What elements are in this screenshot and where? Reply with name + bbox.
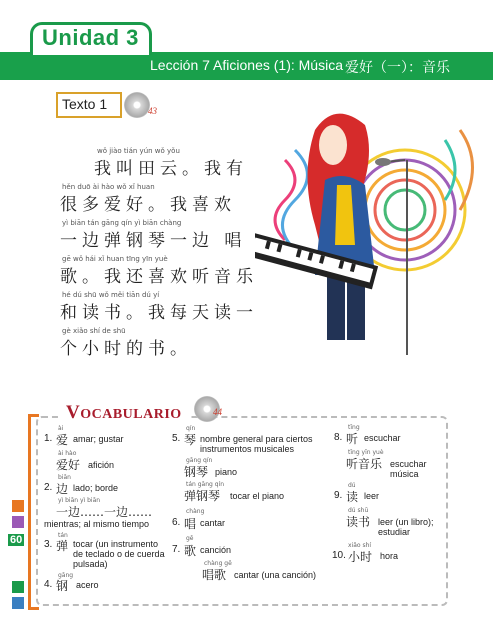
vocab-meaning: tocar (un instrumento de teclado o de cuerda pulsada) (73, 539, 165, 569)
vocab-word: 边 (56, 482, 69, 496)
vocab-word: 听音乐 (346, 457, 383, 471)
vocab-number: 10. (332, 550, 346, 561)
vocab-meaning: lado; borde (73, 483, 119, 493)
vocab-meaning: nombre general para ciertos instrumentos musicales (200, 434, 313, 454)
vocab-meaning: cantar (una canción) (234, 570, 317, 580)
vocab-pinyin: xiǎo shí (348, 542, 372, 549)
vocab-pinyin: tán gāng qín (186, 481, 225, 488)
illustration-girl-keyboard (255, 90, 485, 365)
vocab-number: 8. (334, 432, 343, 443)
vocab-meaning: canción (200, 545, 232, 555)
passage-line: 很多爱好。我喜欢 (60, 195, 236, 215)
vocabulary-bracket (28, 414, 39, 610)
vocab-word: 爱 (56, 433, 69, 447)
passage-line: 和读书。我每天读一 (60, 303, 258, 323)
vocab-pinyin: gāng (58, 572, 74, 579)
vocab-number: 7. (172, 544, 181, 555)
vocab-word: 唱 (184, 517, 197, 531)
side-color-tab (12, 500, 24, 512)
vocab-pinyin: gē (186, 535, 194, 542)
passage-pinyin: gē wǒ hái xǐ huan tīng yīn yuè (62, 255, 168, 263)
passage-pinyin: gè xiǎo shí de shū (62, 327, 126, 335)
vocab-meaning: escuchar música (390, 459, 427, 479)
vocab-word: 弹钢琴 (184, 489, 221, 503)
lesson-title: Lección 7 Aficiones (1): Música (150, 57, 343, 73)
passage-pinyin: wǒ jiào tián yún wǒ yǒu (97, 147, 180, 155)
vocab-meaning: cantar (200, 518, 226, 528)
vocab-pinyin: ài hào (58, 450, 77, 457)
vocab-word: 歌 (184, 544, 197, 558)
side-color-tab (12, 516, 24, 528)
passage-line: 歌。我还喜欢听音乐 (60, 267, 258, 287)
audio-cd-icon[interactable] (124, 92, 150, 118)
vocab-number: 3. (44, 539, 53, 550)
vocab-pinyin: ài (58, 425, 64, 432)
vocab-word: 钢琴 (184, 465, 209, 479)
vocab-word: 爱好 (56, 458, 81, 472)
vocab-pinyin: tīng (348, 424, 360, 431)
vocab-word: 弹 (56, 539, 69, 553)
vocab-word: 读书 (346, 515, 371, 529)
page-number: 60 (10, 534, 23, 546)
passage-line: 一边弹钢琴一边 唱 (60, 231, 247, 251)
vocab-pinyin: gāng qín (186, 457, 213, 464)
vocab-number: 9. (334, 490, 343, 501)
vocab-number: 2. (44, 482, 53, 493)
passage-line: 我叫田云。我有 (94, 159, 248, 179)
vocab-pinyin: biān (58, 474, 71, 481)
vocab-number: 5. (172, 433, 181, 444)
vocab-meaning: leer (un libro); estudiar (378, 517, 434, 537)
vocab-word: 琴 (184, 433, 197, 447)
vocab-meaning: afición (88, 460, 115, 470)
vocab-meaning: amar; gustar (73, 434, 124, 444)
vocab-meaning: acero (76, 580, 99, 590)
vocab-meaning: hora (380, 551, 399, 561)
passage-line: 个小时的书。 (60, 339, 192, 359)
vocab-number: 1. (44, 433, 53, 444)
vocab-word: 一边……一边…… (56, 505, 153, 519)
text-label: Texto 1 (62, 96, 108, 112)
vocab-pinyin: yì biān yì biān (58, 497, 101, 504)
vocab-number: 6. (172, 517, 181, 528)
lesson-title-chinese: 爱好（一）：音乐 (345, 60, 450, 76)
vocab-word: 小时 (348, 550, 373, 564)
vocab-pinyin: chàng gē (204, 560, 232, 567)
passage-pinyin: yì biān tán gāng qín yì biān chàng (62, 219, 182, 227)
vocab-meaning: leer (364, 491, 380, 501)
vocab-meaning: escuchar (364, 433, 401, 443)
vocab-word: 读 (346, 490, 359, 504)
vocab-pinyin: tán (58, 532, 68, 539)
audio-track-number: 43 (148, 106, 157, 116)
vocab-pinyin: dú (348, 482, 356, 489)
audio-track-number: 44 (213, 407, 222, 417)
passage-pinyin: hěn duō ài hào wǒ xǐ huan (62, 183, 155, 191)
vocab-word: 听 (346, 432, 359, 446)
passage-pinyin: hé dú shū wǒ měi tiān dú yí (62, 291, 160, 299)
unit-title: Unidad 3 (42, 25, 139, 50)
vocab-pinyin: tīng yīn yuè (348, 449, 384, 456)
vocab-word: 唱歌 (202, 568, 227, 582)
side-color-tab (12, 581, 24, 593)
vocab-number: 4. (44, 579, 53, 590)
vocab-meaning: mientras; al mismo tiempo (44, 519, 150, 529)
vocab-meaning: tocar el piano (230, 491, 285, 501)
vocabulary-title: VOCABULARIO (66, 402, 182, 423)
vocab-pinyin: chàng (186, 508, 205, 515)
vocab-pinyin: dú shū (348, 507, 369, 514)
side-color-tab (12, 597, 24, 609)
vocab-meaning: piano (215, 467, 238, 477)
vocab-pinyin: qín (186, 425, 196, 432)
vocab-word: 钢 (56, 579, 69, 593)
